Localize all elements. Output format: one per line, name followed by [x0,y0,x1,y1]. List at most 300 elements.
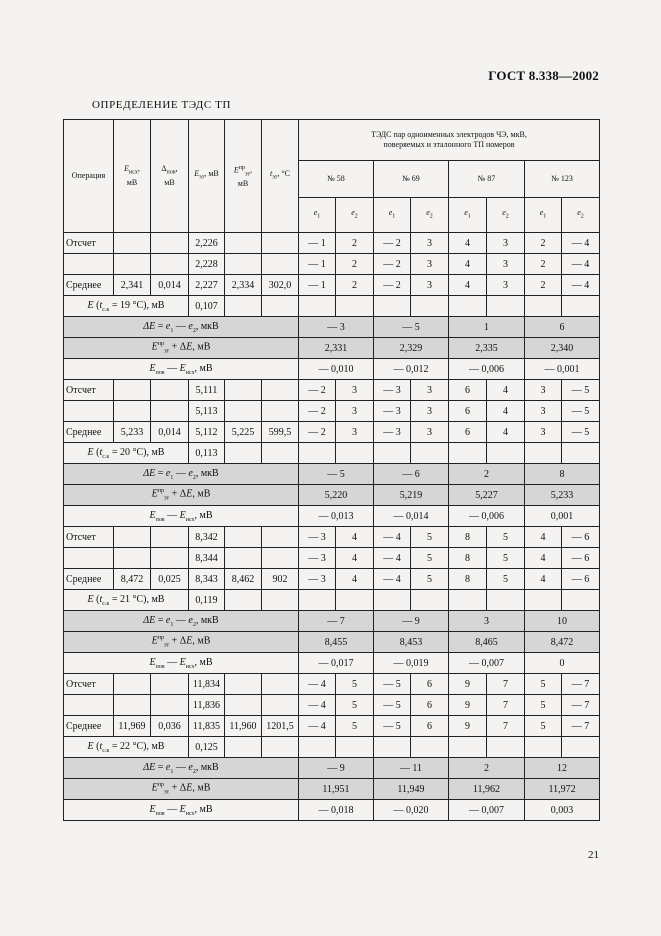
summary-value: — 0,007 [449,800,525,821]
table-cell: 6 [411,695,449,716]
table-cell: 3 [336,380,374,401]
electrode-number: № 123 [525,161,600,198]
table-cell: 2 [336,275,374,296]
summary-value: 8,465 [449,632,525,653]
electrode-e1 [299,198,336,233]
table-cell [262,401,299,422]
table-cell [114,674,151,695]
summary-value: 8 [525,464,600,485]
table-cell: — 4 [374,569,411,590]
table-cell: 5 [411,548,449,569]
summary-value: 8,453 [374,632,449,653]
table-row [64,380,600,401]
table-cell: — 7 [562,716,600,737]
table-cell: Среднее [64,275,114,296]
table-cell: — 3 [299,527,336,548]
table-cell [225,527,262,548]
table-cell: 4 [525,569,562,590]
table-cell: 2,341 [114,275,151,296]
table-cell: 3 [411,422,449,443]
empty-cell [449,737,487,758]
table-cell: — 2 [374,233,411,254]
table-cell: 3 [336,401,374,422]
electrode-e1 [525,198,562,233]
summary-label: $\Delta E = e_1$ — $e_2$, мкВ [64,758,299,779]
table-cell [114,695,151,716]
e-temperature-value: 0,125 [189,737,225,758]
col-eet: $E_{эт}$, мВ [189,120,225,233]
table-cell: — 3 [299,569,336,590]
table-cell [262,233,299,254]
summary-label: $E_{пов}$ — $E_{исх}$, мВ [64,800,299,821]
table-cell [151,527,189,548]
table-cell: 3 [525,380,562,401]
empty-cell [562,590,600,611]
summary-value: — 9 [299,758,374,779]
table-cell [225,380,262,401]
table-cell: 11,969 [114,716,151,737]
table-cell [114,233,151,254]
table-cell: 3 [487,275,525,296]
summary-value: — 0,013 [299,506,374,527]
summary-value: 2,340 [525,338,600,359]
empty-cell [374,737,411,758]
table-cell: 8 [449,548,487,569]
electrode-e1 [449,198,487,233]
table-cell [262,527,299,548]
electrode-number: № 87 [449,161,525,198]
table-cell: 8,343 [189,569,225,590]
table-cell: — 4 [299,716,336,737]
table-cell: 9 [449,674,487,695]
page-number: 21 [588,849,599,861]
summary-value: 8,455 [299,632,374,653]
table-row [64,254,600,275]
empty-cell [225,737,262,758]
e-temperature-value: 0,119 [189,590,225,611]
table-cell [225,233,262,254]
delta-e-row [64,758,600,779]
table-cell: 8,342 [189,527,225,548]
summary-label: $E_{пов}$ — $E_{исх}$, мВ [64,506,299,527]
e-index: 2 [580,213,584,220]
table-cell [262,674,299,695]
e-symbol: e [577,208,581,218]
summary-value: — 7 [299,611,374,632]
summary-value: 1 [449,317,525,338]
table-cell: 3 [411,233,449,254]
summary-value: 5,227 [449,485,525,506]
table-cell: 5,111 [189,380,225,401]
table-cell: 2,226 [189,233,225,254]
summary-value: 6 [525,317,600,338]
table-cell: 4 [487,401,525,422]
table-cell: 3 [411,380,449,401]
empty-cell [449,443,487,464]
summary-value: — 0,007 [449,653,525,674]
table-cell: — 5 [562,422,600,443]
difference-row [64,800,600,821]
table-cell [151,674,189,695]
table-cell: 599,5 [262,422,299,443]
table-cell: 2,334 [225,275,262,296]
electrode-e2 [411,198,449,233]
table-cell: 3 [336,422,374,443]
table-cell: — 2 [299,401,336,422]
table-cell: 5,112 [189,422,225,443]
e-symbol: e [388,208,393,218]
table-cell: — 4 [374,548,411,569]
table-cell: 3 [525,422,562,443]
empty-cell [487,737,525,758]
summary-value: — 3 [299,317,374,338]
empty-cell [336,590,374,611]
empty-cell [411,296,449,317]
empty-cell [225,443,262,464]
summary-value: — 0,010 [299,359,374,380]
table-row [64,716,600,737]
empty-cell [449,296,487,317]
empty-cell [262,296,299,317]
table-cell: — 7 [562,695,600,716]
table-cell: 6 [449,401,487,422]
e-symbol: e [426,208,430,218]
table-cell: — 2 [374,254,411,275]
table-cell [225,254,262,275]
summary-label: $\Delta E = e_1$ — $e_2$, мкВ [64,611,299,632]
table-cell: 8,462 [225,569,262,590]
empty-cell [374,590,411,611]
empty-cell [562,737,600,758]
table-cell: 4 [336,548,374,569]
table-cell: 4 [487,380,525,401]
table-cell: 5 [336,716,374,737]
empty-cell [487,590,525,611]
summary-value: — 0,012 [374,359,449,380]
table-cell [114,254,151,275]
table-cell: 6 [449,380,487,401]
e-index: 2 [429,213,433,220]
summary-value: — 11 [374,758,449,779]
electrode-number: № 69 [374,161,449,198]
summary-label: $E^{пр}_{эт} + \Delta E$, мВ [64,632,299,653]
table-cell [225,548,262,569]
summary-value: — 0,001 [525,359,600,380]
table-row [64,422,600,443]
e-temperature-label: E ($t_{с.к} = 19$ °С), мВ [64,296,189,317]
summary-label: $\Delta E = e_1$ — $e_2$, мкВ [64,317,299,338]
table-cell [225,401,262,422]
table-cell: — 4 [562,254,600,275]
empty-cell [336,296,374,317]
delta-e-row [64,464,600,485]
empty-cell [299,737,336,758]
e-corrected-row [64,779,600,800]
table-cell: 11,835 [189,716,225,737]
table-cell: 3 [487,233,525,254]
table-cell: 2,227 [189,275,225,296]
summary-label: $E^{пр}_{эт} + \Delta E$, мВ [64,338,299,359]
table-cell: 4 [525,527,562,548]
table-cell: — 5 [374,674,411,695]
summary-value: — 5 [299,464,374,485]
e-temperature-row [64,737,600,758]
table-row [64,233,600,254]
e-temperature-label: E ($t_{с.к} = 20$ °С), мВ [64,443,189,464]
empty-cell [562,443,600,464]
table-cell [64,254,114,275]
e-symbol: e [351,208,355,218]
table-cell [64,548,114,569]
table-cell: 5 [487,527,525,548]
e-corrected-row [64,338,600,359]
table-cell: — 2 [374,275,411,296]
empty-cell [374,296,411,317]
table-cell: 2 [525,275,562,296]
e-index: 1 [467,213,471,220]
empty-cell [449,590,487,611]
e-corrected-row [64,485,600,506]
table-cell: 4 [449,275,487,296]
empty-cell [299,296,336,317]
table-cell: 3 [411,275,449,296]
summary-value: — 0,006 [449,506,525,527]
empty-cell [487,296,525,317]
table-cell: 2 [336,254,374,275]
table-cell: 2 [525,254,562,275]
table-cell: — 5 [562,401,600,422]
table-cell [225,695,262,716]
e-index: 1 [392,213,396,220]
summary-value: — 9 [374,611,449,632]
empty-cell [299,590,336,611]
table-cell: 5 [487,569,525,590]
table-cell: — 7 [562,674,600,695]
summary-value: 3 [449,611,525,632]
table-cell: 5 [525,716,562,737]
table-cell: 5,233 [114,422,151,443]
table-cell: — 3 [374,422,411,443]
table-cell: 5 [411,527,449,548]
table-cell: 0,014 [151,275,189,296]
table-cell: 4 [525,548,562,569]
table-cell: 0,036 [151,716,189,737]
table-cell [114,401,151,422]
table-cell: 8,344 [189,548,225,569]
summary-value: — 0,017 [299,653,374,674]
table-cell: 4 [487,422,525,443]
summary-label: $E_{пов}$ — $E_{исх}$, мВ [64,359,299,380]
difference-row [64,506,600,527]
empty-cell [262,590,299,611]
empty-cell [336,443,374,464]
summary-value: 11,972 [525,779,600,800]
summary-value: 0 [525,653,600,674]
table-cell: — 3 [299,548,336,569]
table-cell: 8 [449,527,487,548]
table-cell [64,401,114,422]
table-cell [114,548,151,569]
table-cell: — 1 [299,233,336,254]
empty-cell [525,443,562,464]
summary-value: 8,472 [525,632,600,653]
electrode-e2 [336,198,374,233]
table-cell: 3 [525,401,562,422]
e-symbol: e [313,208,318,218]
e-corrected-row [64,632,600,653]
standard-number: ГОСТ 8.338—2002 [488,68,599,83]
empty-cell [562,296,600,317]
table-cell: 7 [487,716,525,737]
summary-value: 5,220 [299,485,374,506]
table-cell: 3 [487,254,525,275]
table-row [64,674,600,695]
empty-cell [299,443,336,464]
empty-cell [336,737,374,758]
table-cell [262,380,299,401]
table-cell: 9 [449,716,487,737]
table-cell: — 5 [562,380,600,401]
empty-cell [374,443,411,464]
table-cell: 4 [449,233,487,254]
table-cell: 0,014 [151,422,189,443]
table-cell [64,695,114,716]
table-cell: — 4 [562,275,600,296]
table-cell: — 5 [374,695,411,716]
table-cell: Отсчет [64,233,114,254]
table-cell: 2,228 [189,254,225,275]
tedc-header: ТЭДС пар одноименных электродов ЧЭ, мкВ, поверяемых и эталонного ТП номеров [299,120,600,161]
summary-value: 0,003 [525,800,600,821]
summary-value: 2 [449,758,525,779]
table-cell: 1201,5 [262,716,299,737]
table-cell [151,401,189,422]
summary-value: — 0,018 [299,800,374,821]
empty-cell [487,443,525,464]
e-temperature-row [64,590,600,611]
summary-value: 11,962 [449,779,525,800]
table-title: ОПРЕДЕЛЕНИЕ ТЭДС ТП [92,99,232,111]
table-cell: — 4 [299,695,336,716]
e-temperature-label: E ($t_{с.к} = 22$ °С), мВ [64,737,189,758]
table-cell: — 1 [299,254,336,275]
electrode-e2 [487,198,525,233]
col-eprt: $E^{пр}_{эт}$, мВ [225,120,262,233]
summary-value: — 0,006 [449,359,525,380]
e-symbol: e [464,208,468,218]
empty-cell [525,737,562,758]
table-cell: 5 [487,548,525,569]
table-cell: 11,834 [189,674,225,695]
difference-row [64,359,600,380]
table-body [64,120,600,821]
table-cell: — 6 [562,569,600,590]
table-row [64,401,600,422]
tedc-table [63,119,600,821]
table-cell [151,695,189,716]
summary-value: — 0,020 [374,800,449,821]
table-cell: — 4 [562,233,600,254]
e-index: 1 [543,213,547,220]
table-cell: Среднее [64,422,114,443]
e-index: 2 [354,213,358,220]
table-cell: 11,960 [225,716,262,737]
delta-e-row [64,611,600,632]
table-cell: 902 [262,569,299,590]
summary-value: — 6 [374,464,449,485]
summary-value: — 0,019 [374,653,449,674]
summary-value: 0,001 [525,506,600,527]
table-cell [262,548,299,569]
e-symbol: e [539,208,544,218]
table-cell: 11,836 [189,695,225,716]
table-cell: — 2 [299,380,336,401]
empty-cell [262,737,299,758]
e-symbol: e [502,208,506,218]
table-cell: Отсчет [64,527,114,548]
summary-value: 12 [525,758,600,779]
col-delta: $\Delta_{пов}$, мВ [151,120,189,233]
table-cell: 5 [336,695,374,716]
table-cell [151,254,189,275]
e-temperature-value: 0,107 [189,296,225,317]
table-cell: 9 [449,695,487,716]
summary-value: 11,951 [299,779,374,800]
table-cell: 5 [525,674,562,695]
table-row [64,527,600,548]
summary-label: $\Delta E = e_1$ — $e_2$, мкВ [64,464,299,485]
table-cell: Отсчет [64,380,114,401]
table-cell [225,674,262,695]
table-cell [114,527,151,548]
summary-value: 2 [449,464,525,485]
e-index: 1 [317,213,321,220]
delta-e-row [64,317,600,338]
summary-value: — 0,014 [374,506,449,527]
table-cell [151,380,189,401]
summary-value: 2,335 [449,338,525,359]
table-cell: — 1 [299,275,336,296]
table-cell: — 5 [374,716,411,737]
table-cell: — 2 [299,422,336,443]
col-eisk: $E_{иcx}$, мВ [114,120,151,233]
table-cell: — 6 [562,527,600,548]
table-row [64,548,600,569]
summary-value: 5,233 [525,485,600,506]
table-cell [262,695,299,716]
empty-cell [525,296,562,317]
empty-cell [525,590,562,611]
table-cell: 6 [449,422,487,443]
col-temp: $t_{эт}$, °С [262,120,299,233]
table-cell: 5,225 [225,422,262,443]
summary-value: 2,329 [374,338,449,359]
electrode-number: № 58 [299,161,374,198]
empty-cell [411,443,449,464]
table-cell: 0,025 [151,569,189,590]
table-cell: — 4 [299,674,336,695]
table-cell: 6 [411,716,449,737]
e-temperature-value: 0,113 [189,443,225,464]
table-cell: — 3 [374,401,411,422]
table-cell: 4 [336,569,374,590]
summary-value: 5,219 [374,485,449,506]
table-cell: Среднее [64,716,114,737]
e-temperature-row [64,296,600,317]
table-cell: — 6 [562,548,600,569]
e-index: 2 [505,213,509,220]
summary-label: $E^{пр}_{эт} + \Delta E$, мВ [64,485,299,506]
